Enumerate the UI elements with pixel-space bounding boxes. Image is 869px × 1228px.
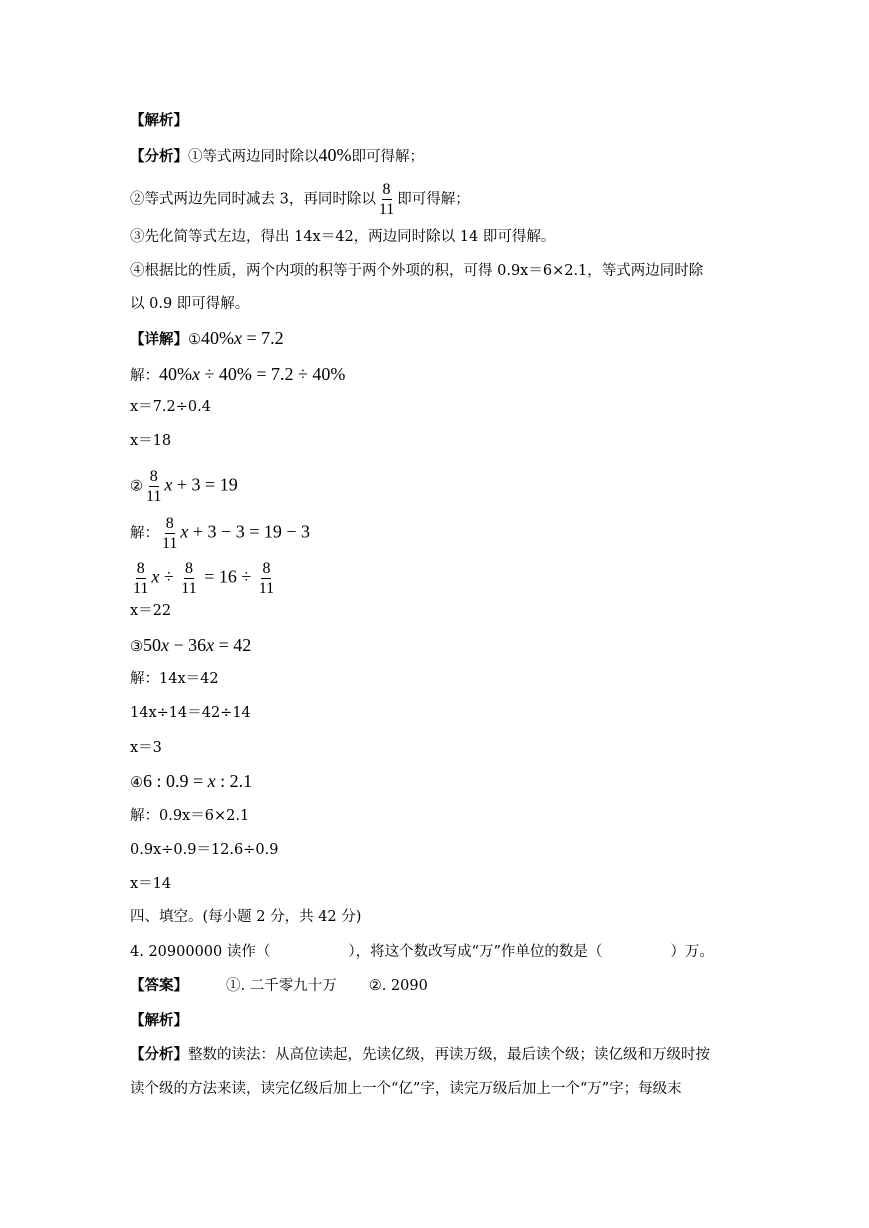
solution-q1-equation: 【详解】①40%x = 7.2 xyxy=(130,328,284,348)
answer-label: 【答案】 xyxy=(130,977,188,994)
fraction: $\frac{8}{11}$ xyxy=(181,560,197,597)
solution-q2-equation: ② $\frac{8}{11}$ x + 3 = 19 xyxy=(130,468,238,505)
analysis-heading-2: 【解析】 xyxy=(130,1012,188,1029)
solution-q4-step2: 0.9x÷0.9＝12.6÷0.9 xyxy=(130,842,279,858)
fraction: $\frac{8}{11}$ xyxy=(378,181,395,218)
solution-q1-step3: x＝18 xyxy=(130,433,172,449)
xiangjie-label: 【详解】 xyxy=(130,331,188,348)
answer-line: 【答案】 ①. 二千零九十万 ②. 2090 xyxy=(130,977,428,994)
solution-q3-step3: x＝3 xyxy=(130,740,162,756)
analysis-step-1: 【分析】①等式两边同时除以40%即可得解； xyxy=(130,145,424,165)
fenxi2-label: 【分析】 xyxy=(130,1046,188,1063)
analysis-step-2: ②等式两边先同时减去 3，再同时除以 $\frac{8}{11}$ 即可得解； xyxy=(130,181,470,218)
solution-q3-step2: 14x÷14＝42÷14 xyxy=(130,705,251,721)
solution-q4-step3: x＝14 xyxy=(130,876,172,892)
solution-q1-step1: 解：40%x ÷ 40% = 7.2 ÷ 40% xyxy=(130,364,346,384)
solution-q2-step2: $\frac{8}{11}$ x ÷ $\frac{8}{11}$ = 16 ÷ $\frac{8}{11}$ xyxy=(133,560,275,597)
analysis-step-4-line1: ④根据比的性质，两个内项的积等于两个外项的积，可得 0.9x＝6×2.1，等式两边同时除 xyxy=(130,263,704,279)
solution-q2-step1: 解： $\frac{8}{11}$ x + 3 − 3 = 19 − 3 xyxy=(130,515,311,552)
fraction: $\frac{8}{11}$ xyxy=(133,560,149,597)
fenxi-label: 【分析】 xyxy=(130,148,188,165)
solution-q4-equation: ④6 : 0.9 = x : 2.1 xyxy=(130,771,253,791)
solution-q1-step2: x＝7.2÷0.4 xyxy=(130,399,211,415)
fraction: $\frac{8}{11}$ xyxy=(146,468,162,505)
analysis-heading: 【解析】 xyxy=(130,112,188,129)
solution-q2-step3: x＝22 xyxy=(130,603,172,619)
analysis-step-4-line2: 以 0.9 即可得解。 xyxy=(130,296,250,312)
analysis2-line2: 读个级的方法来读，读完亿级后加上一个“亿”字，读完万级后加上一个“万”字；每级末 xyxy=(130,1081,682,1097)
solution-q4-step1: 解：0.9x＝6×2.1 xyxy=(130,808,250,824)
fraction: $\frac{8}{11}$ xyxy=(162,515,178,552)
question-4: 4. 20900000 读作（ ），将这个数改写成“万”作单位的数是（ ）万。 xyxy=(130,944,714,960)
solution-q3-step1: 解：14x＝42 xyxy=(130,671,219,687)
analysis-step-3: ③先化简等式左边，得出 14x＝42，两边同时除以 14 即可得解。 xyxy=(130,229,556,245)
fraction: $\frac{8}{11}$ xyxy=(258,560,275,597)
solution-q3-equation: ③50x − 36x = 42 xyxy=(130,635,252,655)
analysis2-line1: 【分析】整数的读法：从高位读起，先读亿级，再读万级，最后读个级；读亿级和万级时按 xyxy=(130,1046,710,1063)
section-title: 四、填空。(每小题 2 分，共 42 分) xyxy=(130,909,362,925)
